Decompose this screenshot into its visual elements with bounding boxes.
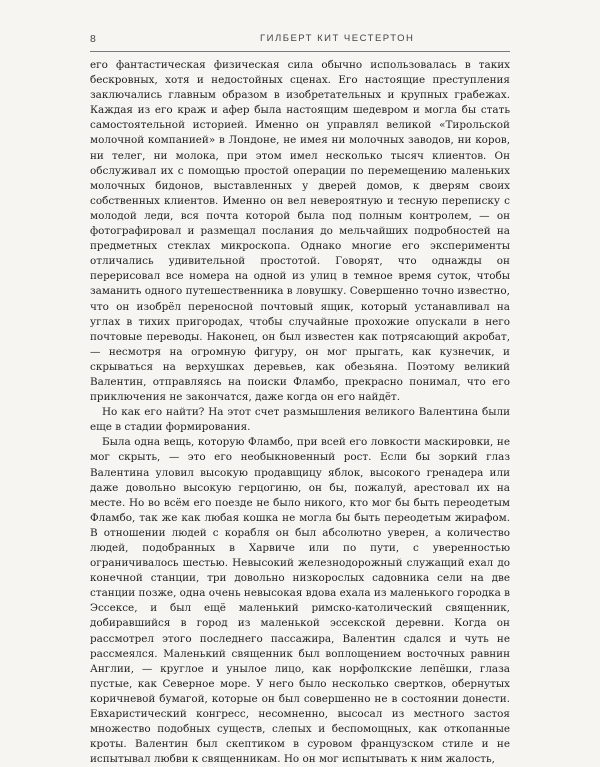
paragraph-1: его фантастическая физическая сила обычно использовалась в таких бескровных, хотя и недостойных сценах. Его настоящие преступления заключались главным образом в изобретательных и крупных грабежах. Каждая из его краж и афер была настоящим шедевром и могла бы стать самостоятельной историей. Именно он управлял великой «Тирольской молочной компанией» в Лондоне, не имея ни молочных заводов, ни коров, ни телег, ни молока, при этом имел несколько тысяч клиентов. Он обслуживал их с помощью простой операции по перемещению маленьких молочных бидонов, выставленных у дверей домов, к дверям своих собственных клиентов. Именно он вел невероятную и тесную переписку с молодой леди, вся почта которой была под полным контролем, — он фотографировал и размещал послания до мельчайших подробностей на предметных стеклах микроскопа. Однако многие его эксперименты отличались удивительной простотой. Говорят, что однажды он перерисовал все номера на одной из улиц в темное время суток, чтобы заманить одного путешественника в ловушку. Совершенно точно известно, что он изобрёл переносной почтовый ящик, который устанавливал на углах в тихих пригородах, чтобы случайные прохожие опускали в него почтовые переводы. Наконец, он был известен как потрясающий акробат, — несмотря на огромную фигуру, он мог прыгать, как кузнечик, и скрываться на верхушках деревьев, как обезьяна. Поэтому великий Валентин, отправляясь на поиски Фламбо, прекрасно понимал, что его приключения не закончатся, даже когда он его найдёт. [90, 59, 510, 404]
page-header [90, 33, 510, 52]
paragraph-3: Была одна вещь, которую Фламбо, при всей его ловкости маскировки, не мог скрыть, — это его необыкновенный рост. Если бы зоркий глаз Валентина уловил высокую продавщицу яблок, высокого гренадера или даже довольно высокую герцогиню, он бы, пожалуй, арестовал их на месте. Но во всём его поезде не было никого, кто мог бы быть переодетым Фламбо, так же как любая кошка не могла бы быть переодетым жирафом. В отношении людей с корабля он был абсолютно уверен, а количество людей, подобранных в Харвиче или по пути, с уверенностью ограничивалось шестью. Невысокий железнодорожный служащий ехал до конечной станции, три довольно низкорослых садовника сели на две станции позже, одна очень невысокая вдова ехала из маленького городка в Эссексе, и был ещё маленький римско-католический священник, добиравшийся в город из маленькой эссекской деревни. Когда он рассмотрел этого последнего пассажира, Валентин сдался и чуть не рассмеялся. Маленький священник был воплощением восточных равнин Англии, — круглое и унылое лицо, как норфолкские лепёшки, глаза пустые, как Северное море. У него было несколько свертков, обернутых коричневой бумагой, которые он был совершенно не в состоянии донести. Евхаристический конгресс, несомненно, высосал из местного застоя множество подобных существ, слепых и беспомощных, как откопанные кроты. Валентин был скептиком в суровом французском стиле и не испытывал любви к священникам. Но он мог испытывать к ним жалость, [90, 436, 510, 766]
paragraph-2: Но как его найти? На этот счет размышления великого Валентина были еще в стадии формирования. [90, 406, 510, 434]
page-number: 8 [90, 33, 97, 45]
text-body [90, 58, 510, 767]
running-head-author: ГИЛБЕРТ КИТ ЧЕСТЕРТОН [260, 33, 415, 44]
